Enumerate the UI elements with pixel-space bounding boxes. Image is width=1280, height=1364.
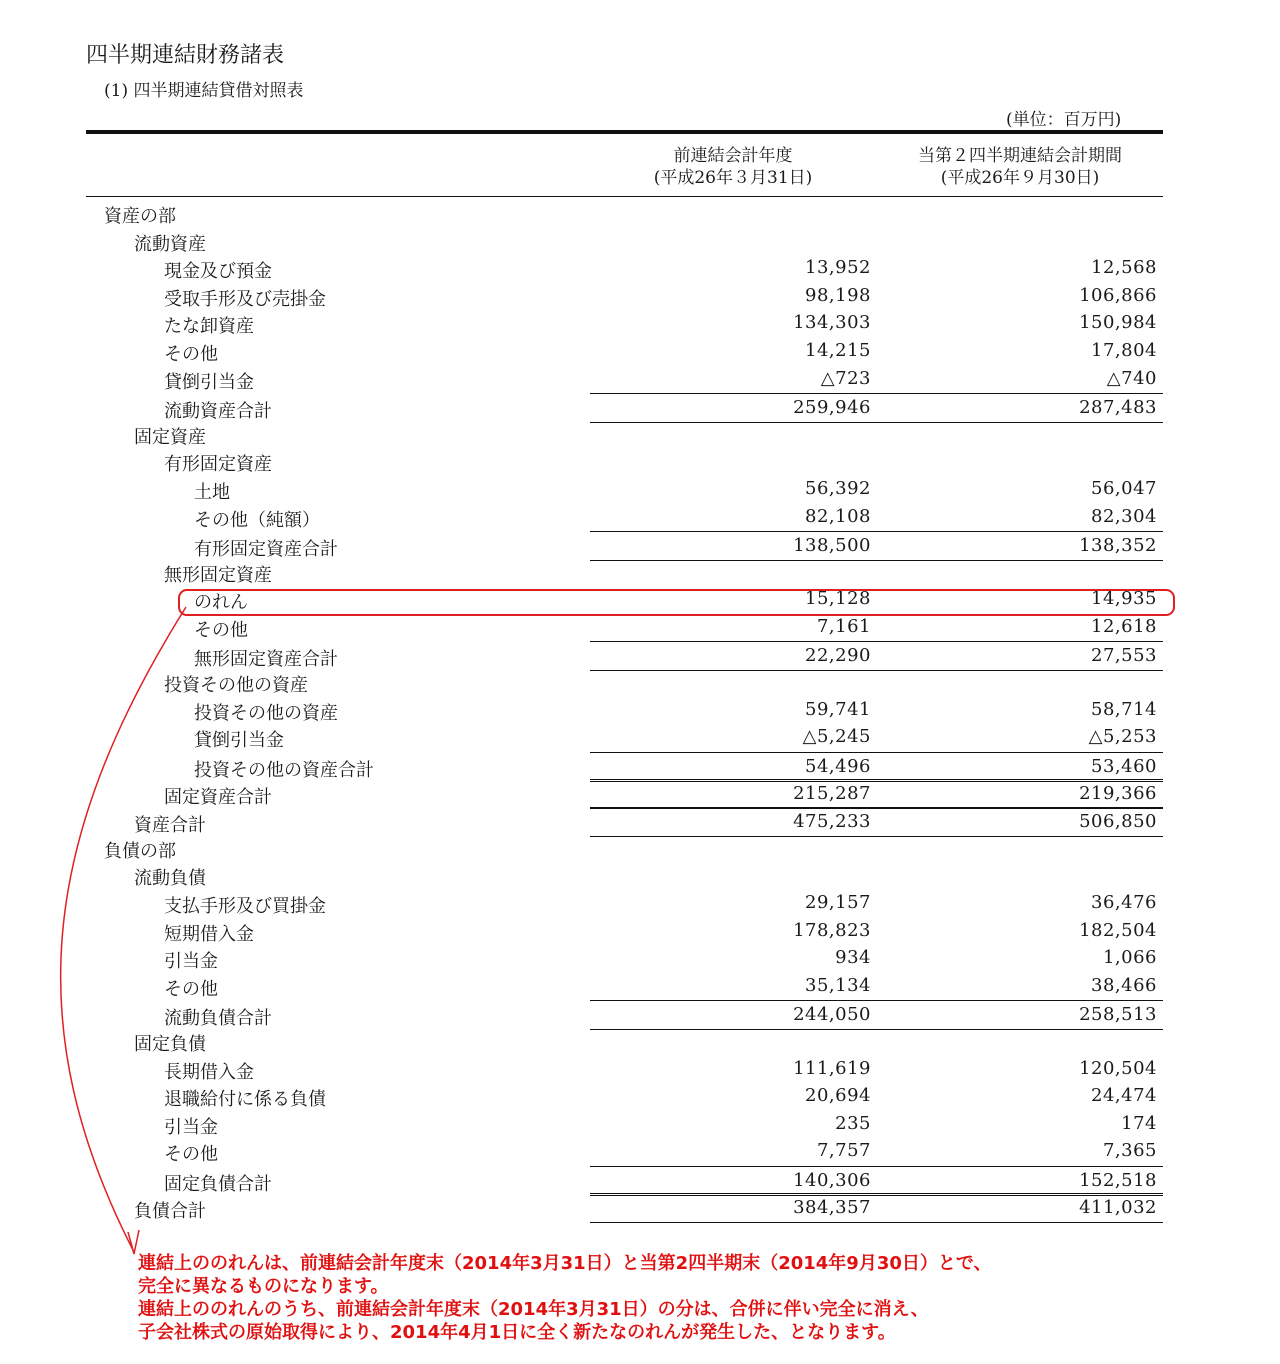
- row-label: 引当金: [164, 951, 218, 973]
- row-label: 貸倒引当金: [164, 371, 254, 393]
- value-curr: 287,483: [1079, 396, 1157, 418]
- value-prev: 15,128: [805, 588, 871, 610]
- value-curr: 182,504: [1079, 919, 1157, 941]
- row-label: 固定負債: [134, 1034, 206, 1055]
- value-curr: 53,460: [1091, 755, 1157, 777]
- value-curr: 38,466: [1091, 974, 1157, 996]
- row-label: その他: [164, 344, 218, 365]
- value-curr: 7,365: [1102, 1140, 1157, 1162]
- row-label: 資産合計: [134, 814, 206, 836]
- value-prev: 14,215: [805, 340, 871, 361]
- row-label: 流動資産: [134, 233, 206, 255]
- value-curr: 14,935: [1091, 588, 1157, 610]
- row-label: 受取手形及び売掛金: [164, 288, 326, 310]
- value-curr: 58,714: [1091, 698, 1157, 720]
- value-prev: 384,357: [793, 1197, 871, 1219]
- value-curr: 17,804: [1091, 340, 1157, 361]
- row-label: 退職給付に係る負債: [164, 1089, 326, 1111]
- value-prev: 35,134: [805, 974, 871, 996]
- value-prev: 54,496: [805, 755, 871, 777]
- column-header-curr-line2: (平成26年９月30日): [940, 168, 1100, 188]
- row-label: 資産の部: [104, 206, 176, 227]
- row-label: 現金及び預金: [164, 261, 272, 283]
- value-curr: 138,352: [1079, 534, 1157, 556]
- value-prev: 7,161: [816, 616, 871, 637]
- statement-subtitle: (1) 四半期連結貸借対照表: [104, 81, 304, 101]
- value-curr: 152,518: [1079, 1169, 1157, 1191]
- row-label: 長期借入金: [164, 1061, 254, 1083]
- annotation-line-1: 連結上ののれんは、前連結会計年度末（2014年3月31日）と当第2四半期末（2014年9月30日）とで、: [138, 1253, 992, 1274]
- value-prev: 140,306: [793, 1169, 871, 1191]
- row-label: 支払手形及び買掛金: [164, 896, 326, 917]
- row-label: 流動負債合計: [164, 1007, 272, 1029]
- value-curr: 1,066: [1102, 947, 1157, 969]
- value-prev: 98,198: [805, 284, 871, 306]
- value-prev: △723: [820, 367, 871, 389]
- row-label: 固定資産: [134, 426, 206, 448]
- value-prev: 56,392: [805, 478, 871, 499]
- value-prev: 178,823: [793, 919, 871, 941]
- value-prev: 111,619: [793, 1057, 871, 1079]
- value-prev: 29,157: [805, 892, 871, 913]
- column-header-curr-line1: 当第２四半期連結会計期間: [918, 146, 1122, 166]
- value-prev: 215,287: [793, 783, 871, 805]
- value-curr: 56,047: [1091, 478, 1157, 499]
- row-label: その他（純額）: [194, 509, 320, 531]
- row-label: 固定資産合計: [164, 787, 272, 809]
- row-label: 負債の部: [104, 840, 176, 862]
- row-label: 無形固定資産合計: [194, 649, 338, 671]
- value-curr: 24,474: [1091, 1085, 1157, 1107]
- row-label: 有形固定資産合計: [194, 538, 338, 560]
- value-prev: 7,757: [816, 1140, 871, 1162]
- statement-title: 四半期連結財務諸表: [86, 43, 285, 68]
- value-curr: △740: [1106, 367, 1157, 389]
- value-curr: 258,513: [1079, 1003, 1157, 1025]
- row-label: 短期借入金: [164, 923, 254, 945]
- row-label: 流動負債: [134, 868, 206, 890]
- value-curr: 150,984: [1079, 312, 1157, 334]
- value-curr: 506,850: [1079, 810, 1157, 832]
- value-prev: 244,050: [793, 1003, 871, 1025]
- row-label: 有形固定資産: [164, 454, 272, 476]
- value-curr: 106,866: [1079, 284, 1157, 306]
- column-header-prev-line2: (平成26年３月31日): [653, 168, 813, 188]
- value-prev: 59,741: [805, 698, 871, 720]
- annotation-line-4: 子会社株式の原始取得により、2014年4月1日に全く新たなのれんが発生した、となります。: [138, 1322, 896, 1343]
- row-label: 無形固定資産: [164, 564, 272, 586]
- row-label: 流動資産合計: [164, 400, 272, 422]
- value-curr: 82,304: [1091, 505, 1157, 527]
- value-curr: 174: [1121, 1112, 1157, 1134]
- value-prev: 475,233: [793, 810, 871, 832]
- row-label: たな卸資産: [164, 316, 254, 338]
- row-label: その他: [164, 978, 218, 1000]
- value-curr: 36,476: [1091, 892, 1157, 913]
- value-curr: 120,504: [1079, 1057, 1157, 1079]
- value-prev: 934: [835, 947, 871, 969]
- value-prev: 134,303: [793, 312, 871, 334]
- row-label: 投資その他の資産: [194, 702, 338, 724]
- unit-label: (単位：百万円): [1006, 110, 1122, 130]
- row-label: 投資その他の資産: [164, 675, 308, 697]
- row-label: 負債合計: [134, 1201, 206, 1223]
- row-label: 貸倒引当金: [194, 730, 284, 752]
- row-label: その他: [164, 1144, 218, 1166]
- value-prev: 22,290: [805, 645, 871, 667]
- row-label: 投資その他の資産合計: [194, 759, 374, 781]
- value-prev: 138,500: [793, 534, 871, 556]
- row-label: その他: [194, 620, 248, 641]
- value-prev: 82,108: [805, 505, 871, 527]
- value-prev: 259,946: [793, 396, 871, 418]
- row-label: 引当金: [164, 1116, 218, 1138]
- value-curr: △5,253: [1088, 726, 1157, 748]
- value-curr: 411,032: [1079, 1197, 1157, 1219]
- value-curr: 219,366: [1079, 783, 1157, 805]
- value-curr: 12,618: [1091, 616, 1157, 637]
- value-prev: 235: [835, 1112, 871, 1134]
- column-header-prev-line1: 前連結会計年度: [673, 146, 793, 166]
- row-label: 固定負債合計: [164, 1173, 272, 1195]
- row-label: のれん: [194, 592, 248, 614]
- value-prev: 13,952: [805, 257, 871, 279]
- value-prev: 20,694: [805, 1085, 871, 1107]
- annotation-note: [138, 1252, 1268, 1344]
- row-label: 土地: [194, 482, 230, 503]
- value-curr: 12,568: [1091, 257, 1157, 279]
- annotation-arrow-curve: [61, 607, 186, 1252]
- value-curr: 27,553: [1091, 645, 1157, 667]
- value-prev: △5,245: [802, 726, 871, 748]
- annotation-line-2: 完全に異なるものになります。: [138, 1276, 389, 1297]
- annotation-line-3: 連結上ののれんのうち、前連結会計年度末（2014年3月31日）の分は、合併に伴い完全に消え、: [138, 1299, 929, 1320]
